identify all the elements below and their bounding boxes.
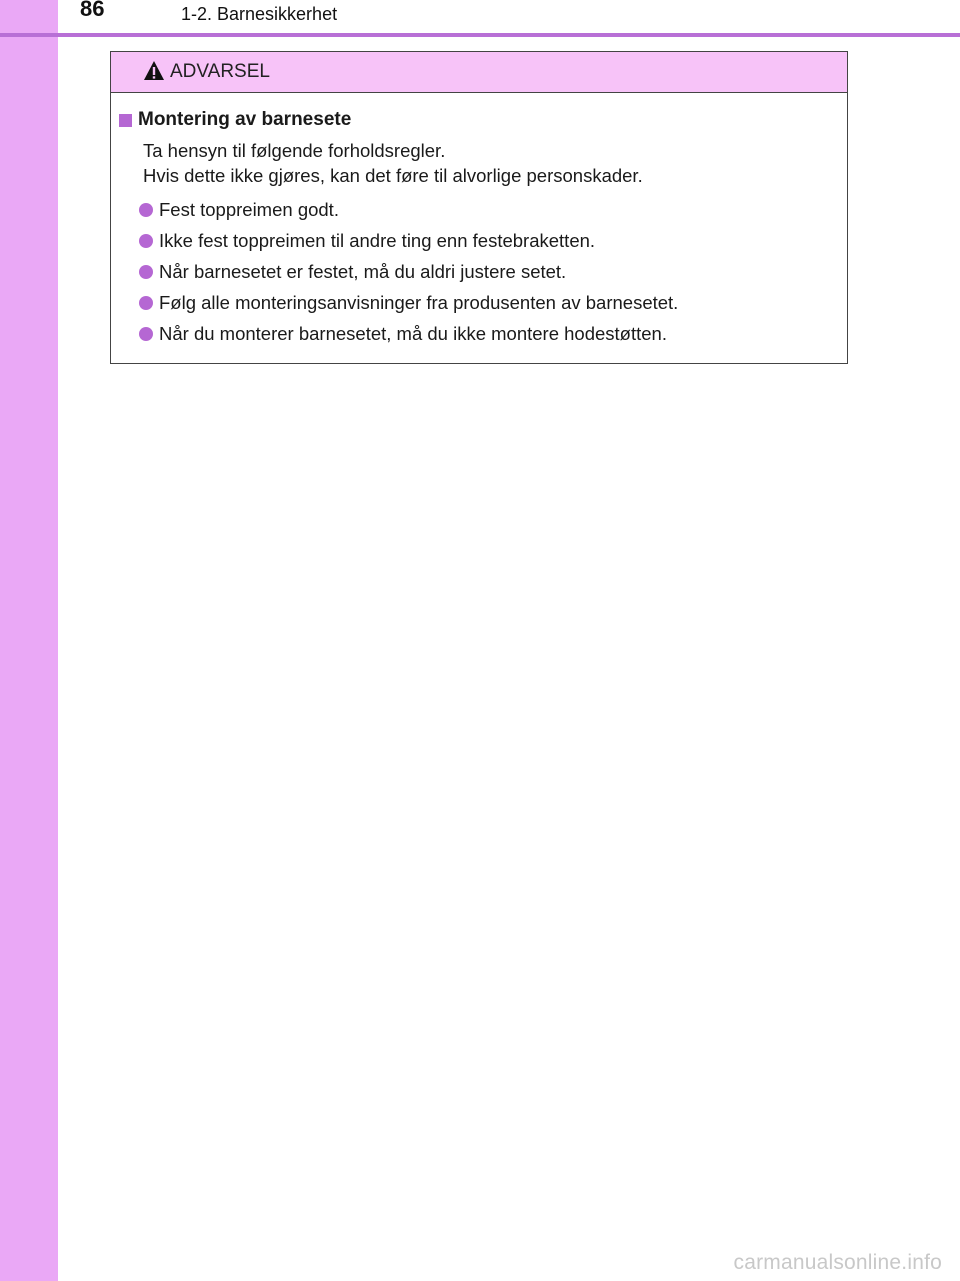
dot-bullet-icon xyxy=(139,296,153,310)
list-item-text: Ikke fest toppreimen til andre ting enn festebraketten. xyxy=(159,229,596,251)
square-bullet-icon xyxy=(119,114,132,127)
dot-bullet-icon xyxy=(139,327,153,341)
dot-bullet-icon xyxy=(139,265,153,279)
intro-line: Ta hensyn til følgende forholdsregler. xyxy=(143,140,446,161)
warning-title: ADVARSEL xyxy=(170,61,270,82)
item-heading-text: Montering av barnesete xyxy=(138,109,352,130)
list-item xyxy=(139,287,847,318)
list-item xyxy=(139,225,847,256)
intro-text xyxy=(143,138,847,188)
list-item xyxy=(139,318,847,349)
list-item-text: Når barnesetet er festet, må du aldri justere setet. xyxy=(159,260,567,282)
dot-bullet-icon xyxy=(139,203,153,217)
warning-triangle-icon xyxy=(143,60,165,82)
header-rule xyxy=(0,33,960,37)
warning-header xyxy=(111,52,847,93)
warning-box xyxy=(110,51,848,364)
page-number: 86 xyxy=(80,0,105,21)
section-title: 1-2. Barnesikkerhet xyxy=(181,4,338,24)
list-item-text: Fest toppreimen godt. xyxy=(159,198,339,220)
list-item xyxy=(139,194,847,225)
item-heading xyxy=(119,109,847,131)
intro-line: Hvis dette ikke gjøres, kan det føre til alvorlige personskader. xyxy=(143,165,643,186)
list-item xyxy=(139,256,847,287)
side-band xyxy=(0,0,58,1281)
list-item-text: Når du monterer barnesetet, må du ikke montere hodestøtten. xyxy=(159,322,667,344)
list-item-text: Følg alle monteringsanvisninger fra produsenten av barnesetet. xyxy=(159,291,679,313)
bullet-list xyxy=(139,194,847,349)
dot-bullet-icon xyxy=(139,234,153,248)
watermark: carmanualsonline.info xyxy=(733,1251,942,1274)
warning-body xyxy=(111,93,847,349)
